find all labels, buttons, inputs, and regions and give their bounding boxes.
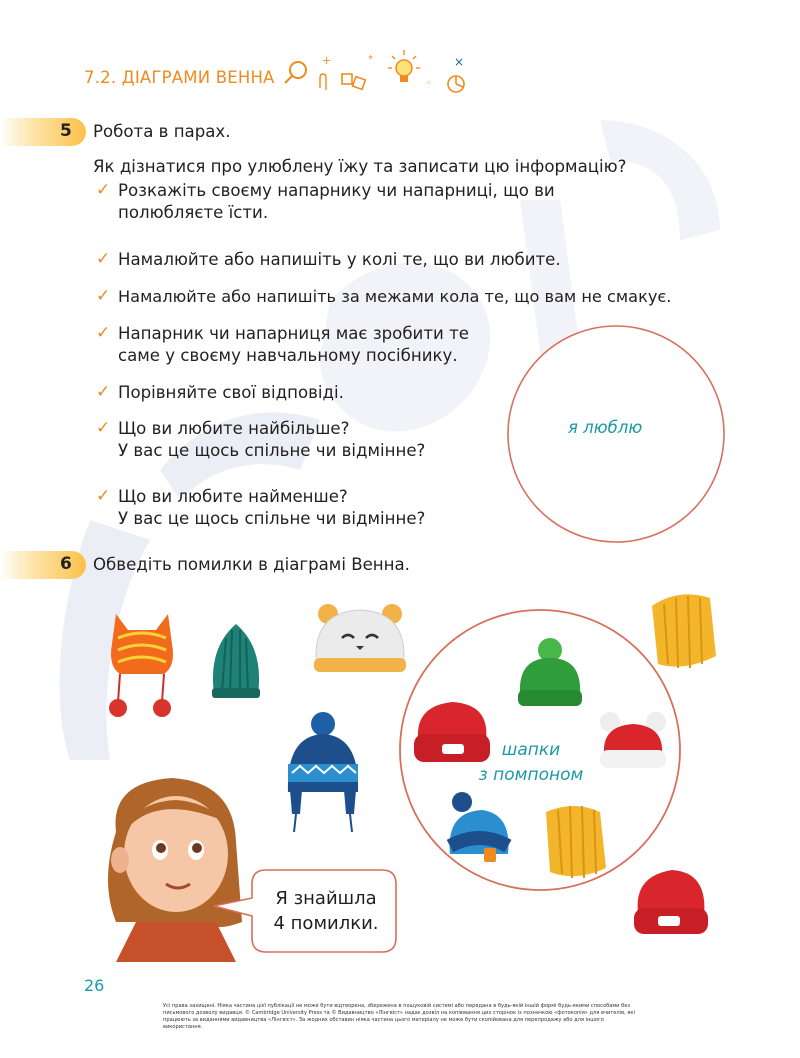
pie-chart-icon [448, 76, 464, 92]
task-6-number: 6 [60, 554, 72, 574]
circle-label-i-love: я люблю [568, 418, 643, 437]
task-5-title: Робота в парах. [93, 122, 231, 141]
checkmark-icon: ✓ [96, 286, 111, 306]
hat-blue-pompom-icon [440, 790, 516, 874]
list-item: Що ви любите найменше? У вас це щось спільне чи відмінне? [118, 487, 426, 528]
checkmark-icon: ✓ [96, 249, 111, 269]
list-item: Намалюйте або напишіть у колі те, що ви любите. [118, 250, 561, 269]
list-item: Намалюйте або напишіть за межами кола те, що вам не смакує. [118, 287, 672, 306]
task-6-title: Обведіть помилки в діаграмі Венна. [93, 555, 410, 574]
list-item: Розкажіть своєму напарнику чи напарниці, що ви полюбляєте їсти. [118, 181, 555, 222]
paperclip-icon [320, 74, 326, 90]
decorative-icons [282, 44, 482, 100]
checkmark-icon: ✓ [96, 180, 111, 200]
hat-yellow-inside-icon [536, 798, 616, 884]
svg-text:◦: ◦ [426, 78, 432, 89]
list-item: Порівняйте свої відповіді. [118, 383, 344, 402]
section-title: 7.2. ДІАГРАМИ ВЕННА [84, 68, 275, 87]
task-5-tab [0, 118, 86, 146]
svg-text:*: * [368, 54, 373, 65]
checkmark-icon: ✓ [96, 486, 111, 506]
task-6-tab [0, 551, 86, 579]
checkmark-icon: ✓ [96, 323, 111, 343]
checkmark-icon: ✓ [96, 418, 111, 438]
page-number: 26 [84, 976, 105, 995]
svg-text:×: × [454, 55, 465, 69]
hat-santa-bear-icon [596, 710, 670, 776]
hat-cat-face-icon [308, 600, 412, 678]
venn-circle-i-love [496, 322, 736, 562]
task-5-question: Як дізнатися про улюблену їжу та записати цю інформацію? [93, 157, 627, 176]
magnifier-icon [285, 62, 306, 83]
hat-green-beanie-icon [200, 618, 272, 702]
hat-red-outside-icon [628, 862, 712, 944]
hat-yellow-knit-icon [640, 584, 724, 678]
hat-orange-ears-icon [102, 604, 182, 724]
list-item: Що ви любите найбільше? У вас це щось спільне чи відмінне? [118, 419, 426, 460]
task-5-number: 5 [60, 121, 72, 141]
hat-blue-pompom-earflaps-icon [280, 710, 366, 836]
puzzle-icon [342, 74, 365, 89]
list-item: Напарник чи напарниця має зробити те саме у своєму навчальному посібнику. [118, 324, 469, 365]
hat-red-inside-icon [412, 696, 494, 770]
svg-text:+: + [322, 54, 332, 67]
hat-green-pompom-icon [512, 636, 588, 714]
checkmark-icon: ✓ [96, 382, 111, 402]
copyright-footer: Усі права захищені. Ніяка частина цієї публікації не може бути відтворена, збережена в пошуковій системі або передана в будь-якій іншій формі будь-якими способами без письмового дозволу видавця. © Cambridge University Press та © Видавництво «Лінгвіст» надає дозвіл на копіювання цих сторінок із позначкою «фотокопія» для вчителів, які працюють за виданнями видавництва «Лінгвіст». За жодних обставин ніяка частина цього матеріалу не може бути скопійована для перепродажу або для іншого використання. [163, 1003, 635, 1030]
circle-label-pompom-hats: шапки з помпоном [478, 740, 584, 785]
speech-bubble-text: Я знайшла 4 помилки. [273, 888, 379, 934]
lightbulb-icon [388, 50, 420, 82]
